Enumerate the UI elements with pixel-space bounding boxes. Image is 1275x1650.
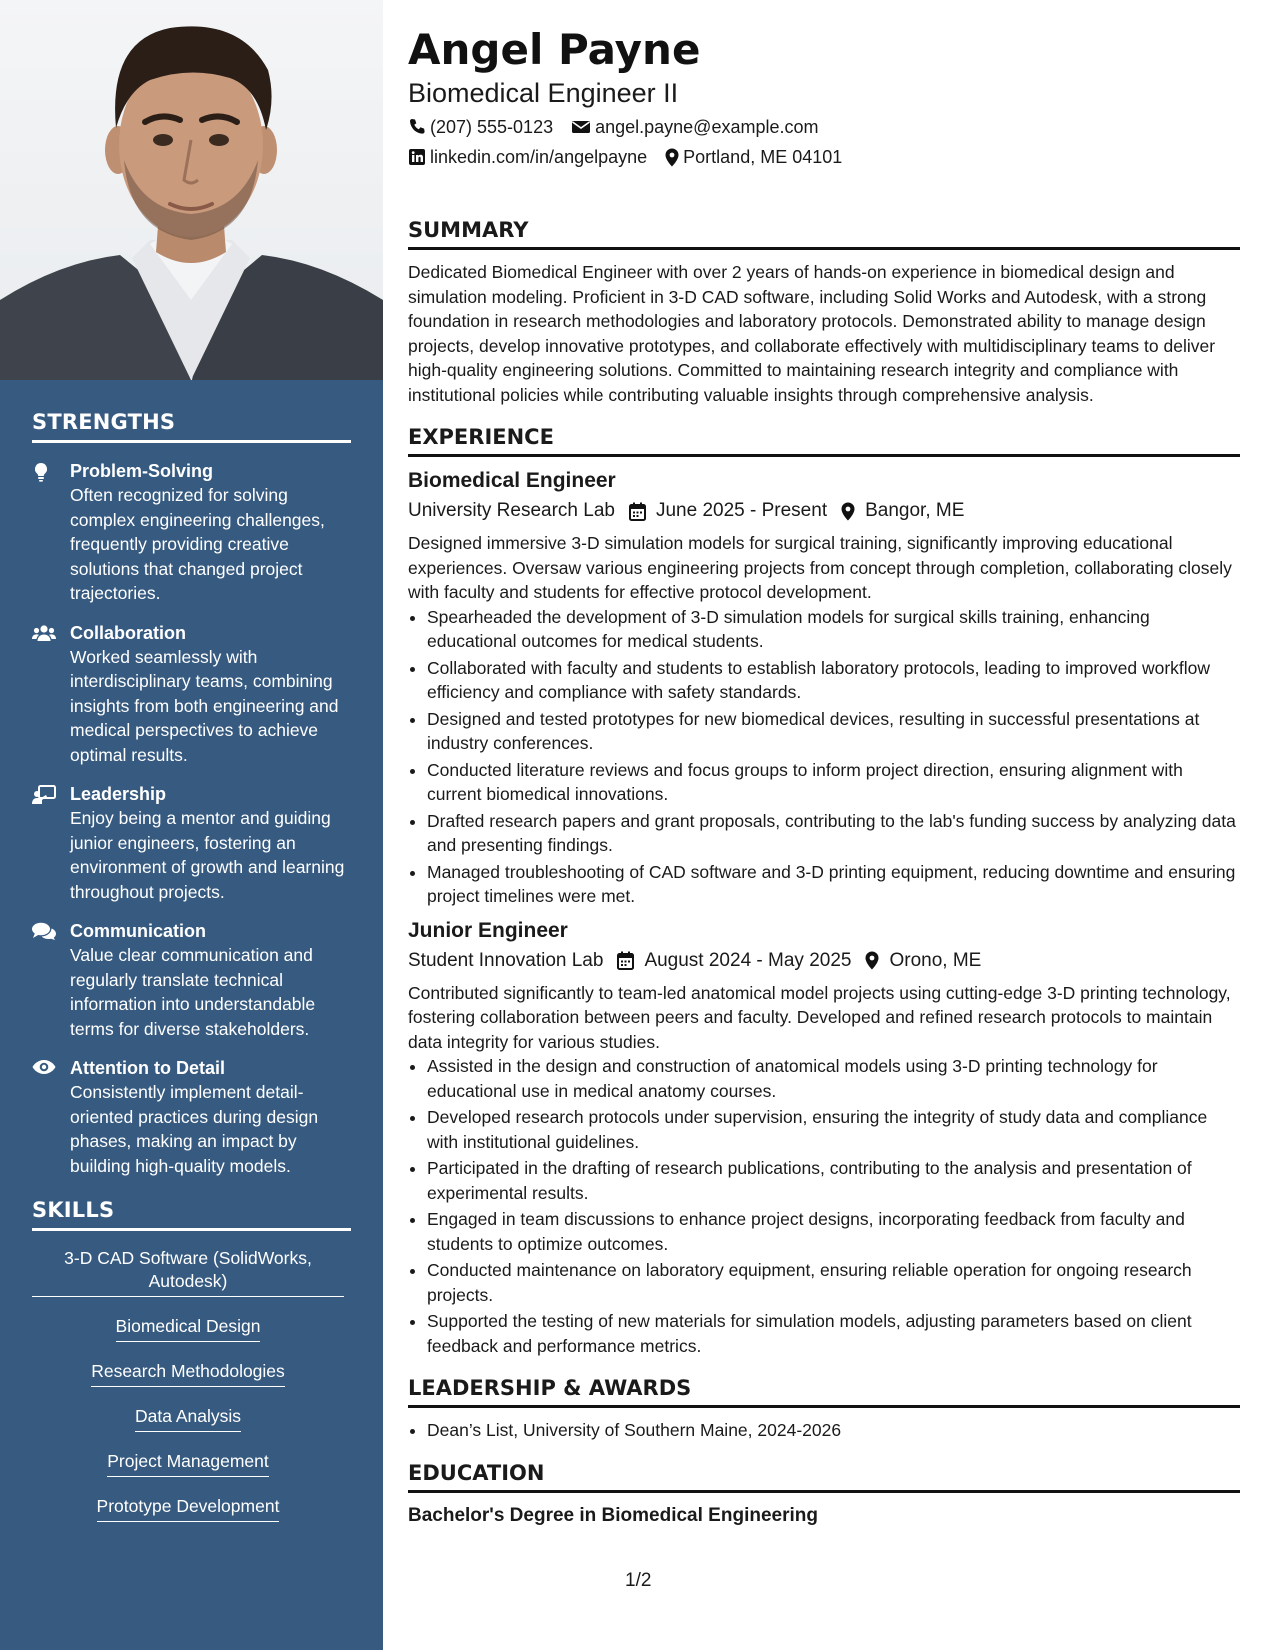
strength-desc: Value clear communication and regularly translate technical information into understandable terms for diverse stakeholders. xyxy=(70,945,316,1039)
job-bullet: • Assisted in the design and construction of anatomical models using 3-D printing technology for educational use in medical anatomy courses. xyxy=(427,1054,1240,1103)
location-contact xyxy=(665,144,842,170)
strength-desc: Enjoy being a mentor and guiding junior engineers, fostering an environment of growth and learning throughout projects. xyxy=(70,808,345,902)
linkedin-contact[interactable] xyxy=(408,144,647,170)
job-entry xyxy=(408,467,1240,909)
summary-text: Dedicated Biomedical Engineer with over 2 years of hands-on experience in biomedical design and simulation modeling. Proficient in 3-D CAD software, including Solid Works and Autodesk, with a strong foundation in research methodologies and laboratory protocols. Demonstrated ability to manage design projects, develop innovative prototypes, and collaborate effectively with multidisciplinary teams to deliver high-quality engineering solutions. Committed to maintaining research integrity and compliance with institutional policies while contributing valuable insights through comprehensive analysis. xyxy=(408,262,1216,405)
map-marker-icon xyxy=(865,951,879,970)
calendar-icon xyxy=(629,502,646,521)
chalkboard-teacher-icon xyxy=(32,782,70,904)
strength-desc: Worked seamlessly with interdisciplinary teams, combining insights from both engineering and medical perspectives to achieve optimal results. xyxy=(70,646,339,765)
awards-heading: LEADERSHIP & AWARDS xyxy=(408,1376,1240,1408)
phone-number: (207) 555-0123 xyxy=(430,117,554,137)
main-content xyxy=(408,0,1240,1529)
strength-item xyxy=(32,459,351,606)
job-bullet: • Collaborated with faculty and students to establish laboratory protocols, leading to improved workflow efficiency and compliance with safety standards. xyxy=(427,656,1240,705)
strength-item xyxy=(32,919,351,1041)
eye-icon xyxy=(32,1056,70,1178)
portrait-illustration xyxy=(0,0,383,380)
job-bullet: • Drafted research papers and grant proposals, contributing to the lab's funding success by analyzing data and presenting findings. xyxy=(427,809,1240,858)
job-bullet: • Conducted literature reviews and focus groups to inform project direction, ensuring alignment with current biomedical innovations. xyxy=(427,758,1240,807)
strength-desc: Often recognized for solving complex engineering challenges, frequently providing creative solutions that changed project trajectories. xyxy=(70,485,325,603)
summary-heading: SUMMARY xyxy=(408,218,1240,250)
candidate-title: Biomedical Engineer II xyxy=(408,78,679,108)
award-item: • Dean’s List, University of Southern Maine, 2024-2026 xyxy=(427,1418,1240,1443)
profile-photo xyxy=(0,0,383,380)
phone-contact xyxy=(408,114,553,140)
users-icon xyxy=(32,621,70,768)
job-bullets xyxy=(408,605,1240,909)
job-dates: June 2025 - Present xyxy=(655,500,828,521)
comments-icon xyxy=(32,919,70,1041)
sidebar xyxy=(0,0,383,1650)
education-heading: EDUCATION xyxy=(408,1461,1240,1493)
strength-title: Attention to Detail xyxy=(70,1058,225,1078)
job-description: Contributed significantly to team-led anatomical model projects using cutting-edge 3-D printing technology, fostering collaboration between peers and faculty. Developed and refined research protocols to maintain data integrity for various studies. xyxy=(408,982,1231,1052)
strength-title: Communication xyxy=(70,921,207,941)
strength-item xyxy=(32,1056,351,1178)
lightbulb-icon xyxy=(32,459,70,606)
job-bullet: • Conducted maintenance on laboratory equipment, ensuring reliable operation for ongoing research projects. xyxy=(427,1258,1240,1307)
job-dates-group xyxy=(617,947,851,975)
skill-item: Prototype Development xyxy=(97,1495,280,1522)
job-description: Designed immersive 3-D simulation models for surgical training, significantly improving educational experiences. Oversaw various engineering projects from concept through completion, collaborating closely with faculty and students for effective protocol development. xyxy=(408,533,1232,602)
job-location-group xyxy=(865,947,981,975)
job-dates-group xyxy=(629,497,827,525)
job-bullet: • Spearheaded the development of 3-D simulation models for surgical skills training, enhancing educational outcomes for medical students. xyxy=(427,605,1240,654)
job-bullet: • Participated in the drafting of research publications, contributing to the analysis and presentation of experimental results. xyxy=(427,1156,1240,1205)
job-title: Junior Engineer xyxy=(408,918,568,942)
strength-title: Problem-Solving xyxy=(70,461,214,481)
job-bullets xyxy=(408,1054,1240,1358)
location-text: Portland, ME 04101 xyxy=(683,147,843,167)
job-company: Student Innovation Lab xyxy=(408,949,604,971)
strength-desc: Consistently implement detail-oriented practices during design phases, making an impact by building high-quality models. xyxy=(70,1082,319,1176)
job-bullet: • Engaged in team discussions to enhance project designs, incorporating feedback from faculty and students to optimize outcomes. xyxy=(427,1207,1240,1256)
strength-item xyxy=(32,782,351,904)
skill-item: 3-D CAD Software (SolidWorks, Autodesk) xyxy=(32,1247,344,1297)
phone-icon xyxy=(408,118,426,136)
linkedin-url[interactable]: linkedin.com/in/angelpayne xyxy=(430,147,648,167)
skill-item: Data Analysis xyxy=(135,1405,241,1432)
email-contact[interactable] xyxy=(571,114,818,140)
job-meta xyxy=(408,497,1240,525)
experience-heading: EXPERIENCE xyxy=(408,425,1240,457)
map-marker-icon xyxy=(665,148,679,167)
page-number: 1/2 xyxy=(625,1570,652,1591)
job-location: Bangor, ME xyxy=(865,500,965,521)
strength-item xyxy=(32,621,351,768)
education-degree: Bachelor's Degree in Biomedical Engineering xyxy=(408,1504,818,1526)
job-title: Biomedical Engineer xyxy=(408,469,616,492)
strength-title: Leadership xyxy=(70,784,167,804)
candidate-name: Angel Payne xyxy=(408,25,701,74)
job-bullet: • Supported the testing of new materials for simulation models, adjusting parameters based on client feedback and performance metrics. xyxy=(427,1309,1240,1358)
awards-list xyxy=(408,1418,1240,1443)
job-location-group xyxy=(841,497,964,525)
job-entry xyxy=(408,917,1240,1359)
job-bullet: • Designed and tested prototypes for new biomedical devices, resulting in successful presentations at industry conferences. xyxy=(427,707,1240,756)
job-dates: August 2024 - May 2025 xyxy=(644,949,852,971)
job-bullet: • Developed research protocols under supervision, ensuring the integrity of study data and compliance with institutional guidelines. xyxy=(427,1105,1240,1154)
strength-title: Collaboration xyxy=(70,622,186,643)
calendar-icon xyxy=(617,951,634,970)
job-meta xyxy=(408,947,1240,975)
contact-row-2 xyxy=(408,144,1240,170)
skill-item: Biomedical Design xyxy=(116,1315,261,1342)
envelope-icon xyxy=(571,119,591,135)
email-address[interactable]: angel.payne@example.com xyxy=(595,117,819,137)
skills-heading: SKILLS xyxy=(32,1198,351,1231)
job-location: Orono, ME xyxy=(889,949,982,971)
map-marker-icon xyxy=(841,502,855,521)
contact-row-1 xyxy=(408,114,1240,140)
job-bullet: • Managed troubleshooting of CAD software and 3-D printing equipment, reducing downtime and ensuring project timelines were met. xyxy=(427,860,1240,909)
job-company: University Research Lab xyxy=(408,500,615,521)
linkedin-icon xyxy=(408,148,426,166)
skill-item: Project Management xyxy=(107,1450,268,1477)
strengths-heading: STRENGTHS xyxy=(32,410,351,443)
skills-list xyxy=(32,1247,344,1540)
skill-item: Research Methodologies xyxy=(91,1360,285,1387)
